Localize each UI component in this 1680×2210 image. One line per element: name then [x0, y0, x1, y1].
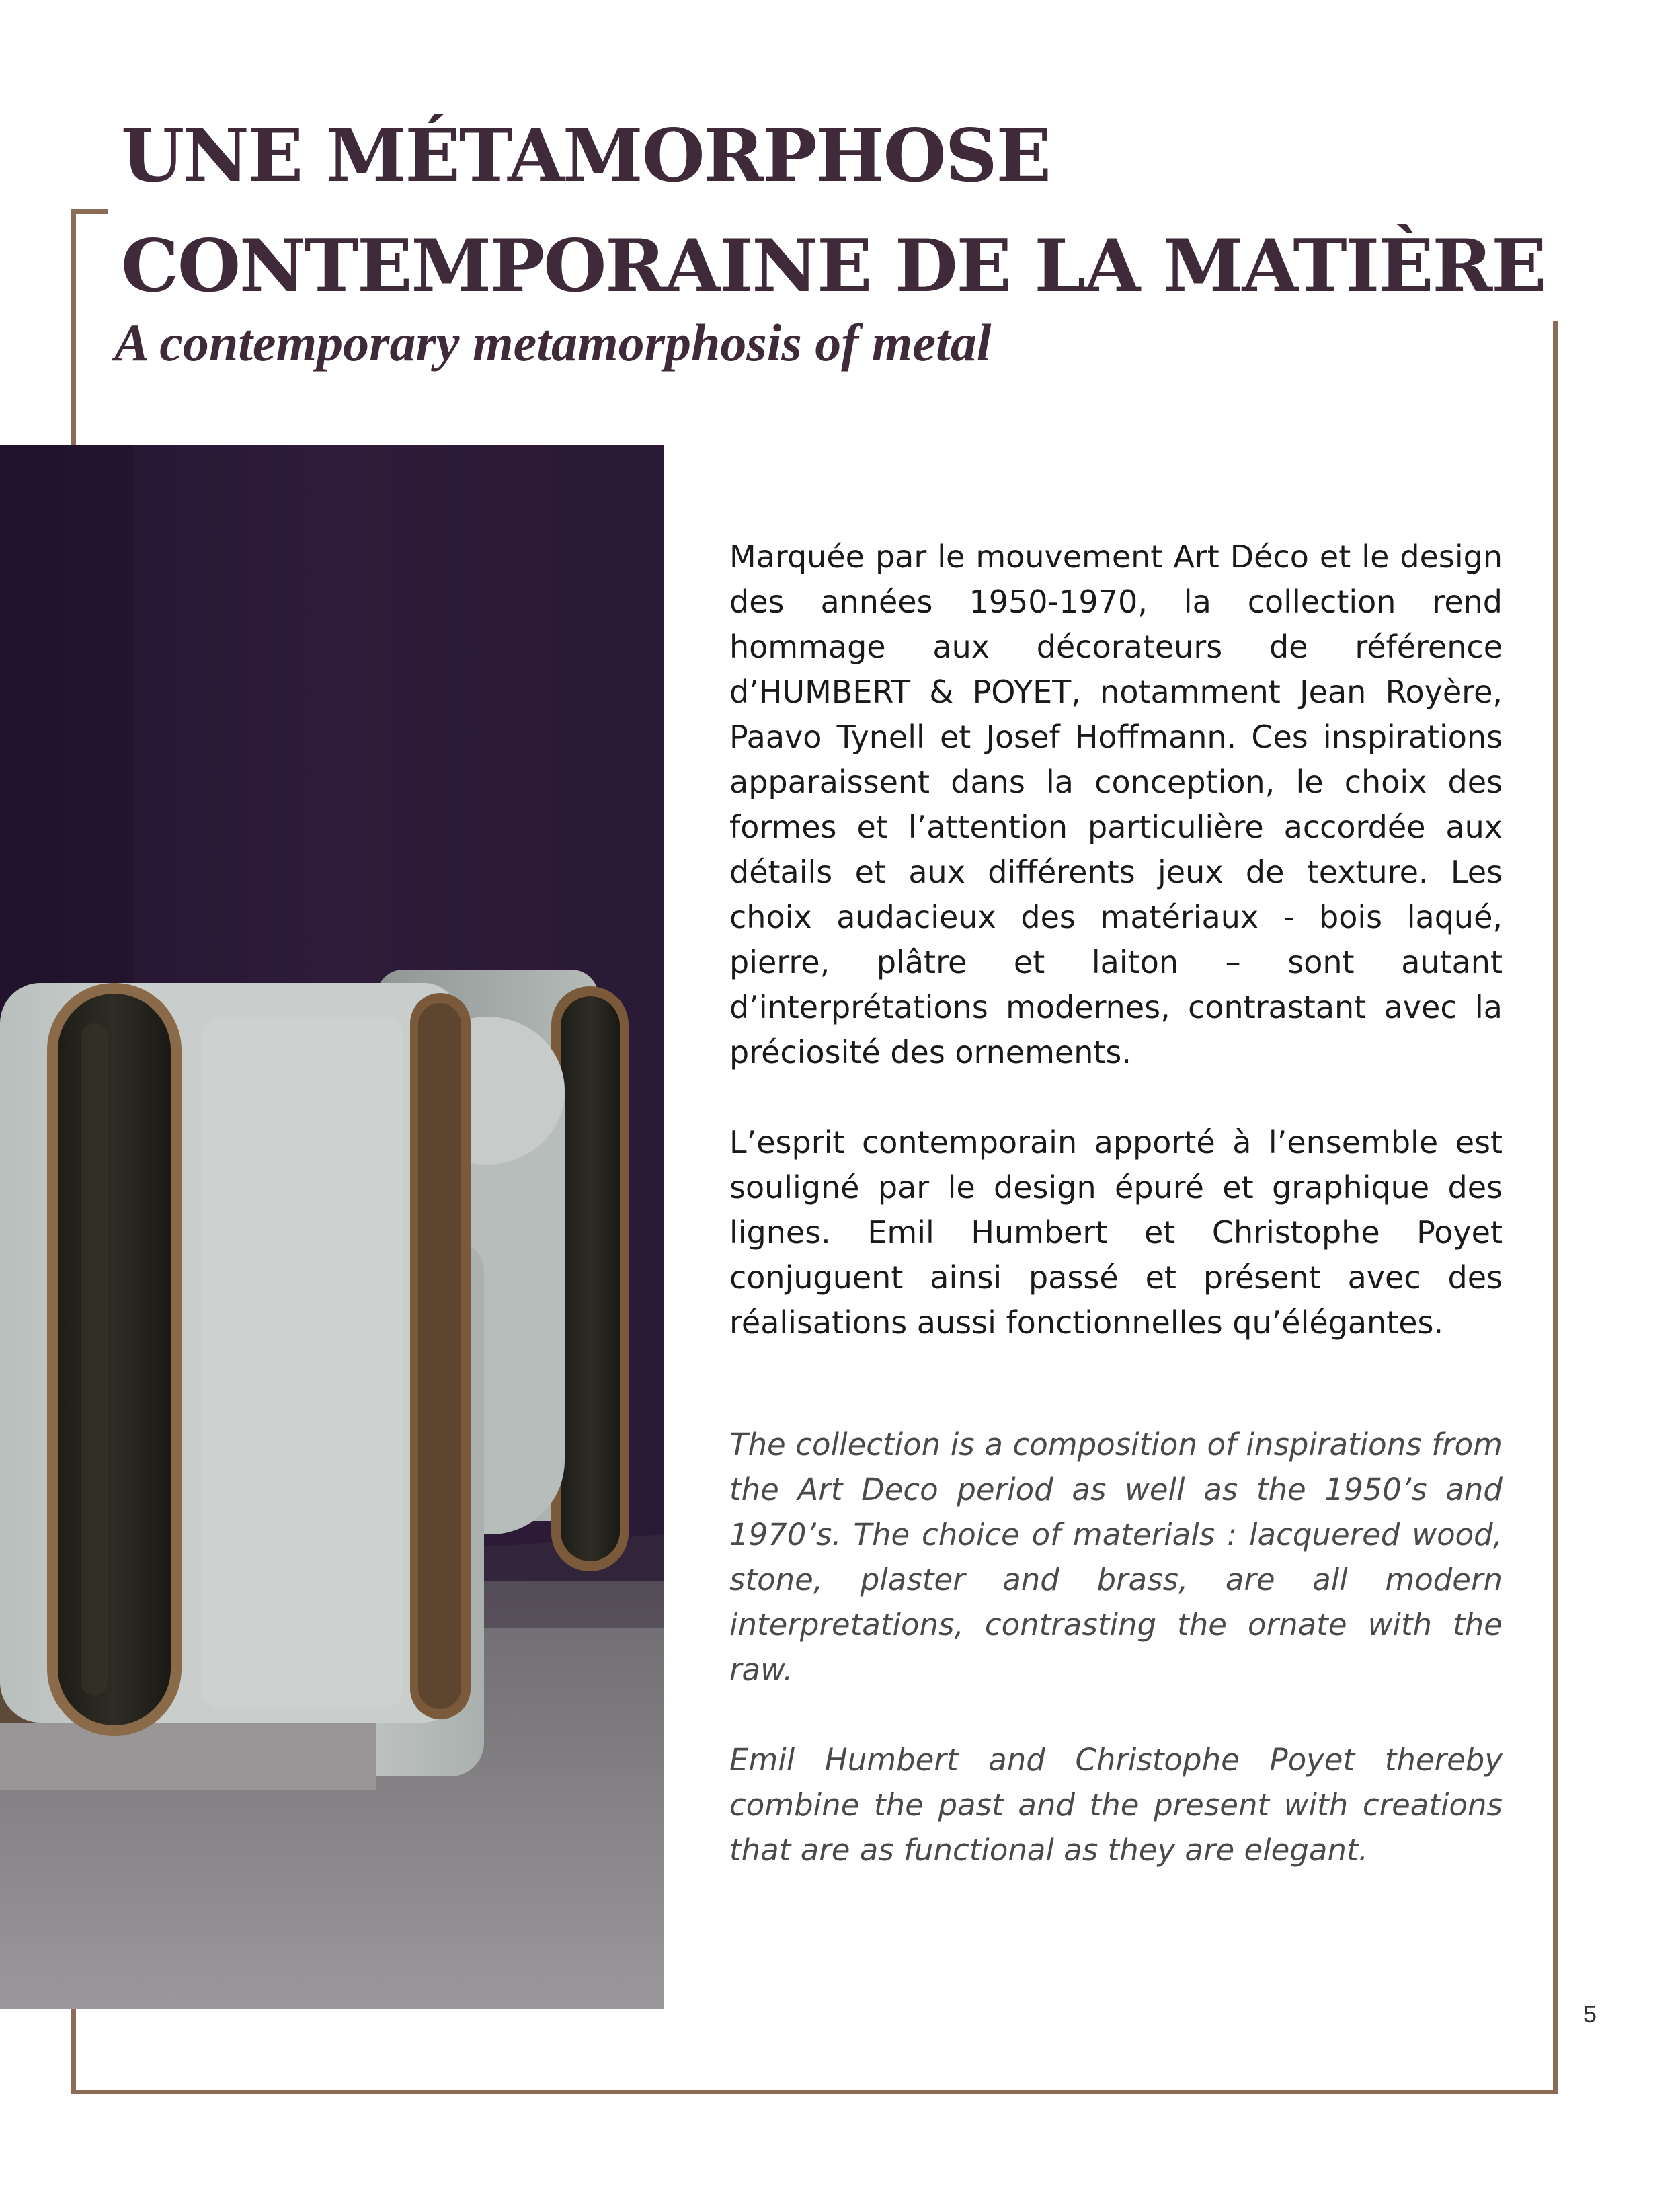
english-paragraph-1: The collection is a composition of inspirations from the Art Deco period as well as the 1950’s and 1970’s. The choice of materials : lacquered wood, stone, plaster and brass, are all modern interpretations, contrasting the ornate with the raw.	[729, 1427, 1503, 1688]
french-paragraph-2: L’esprit contemporain apporté à l’ensemble est souligné par le design épuré et graphique des lignes. Emil Humbert et Christophe Poyet conjuguent ainsi passé et présent avec des réalisations aussi fonctionnelles qu’élégantes.	[729, 1124, 1503, 1341]
title-line-1: UNE MÉTAMORPHOSE	[121, 114, 1050, 198]
armchair-photo	[0, 445, 664, 2009]
title-line-2: CONTEMPORAINE DE LA MATIÈRE	[121, 224, 1546, 309]
page-subtitle: A contemporary metamorphosis of metal	[114, 313, 992, 372]
english-body-text	[729, 1422, 1503, 1918]
french-body-text	[729, 535, 1503, 1390]
page-number: 5	[1583, 2000, 1597, 2028]
page-title	[108, 101, 1566, 321]
english-paragraph-2: Emil Humbert and Christophe Poyet thereby combine the past and the present with creations that are as functional as they are elegant.	[729, 1742, 1503, 1868]
french-paragraph-1: Marquée par le mouvement Art Déco et le design des années 1950-1970, la collection rend hommage aux décorateurs de référence d’HUMBERT & POYET, notamment Jean Royère, Paavo Tynell et Josef Hoffmann. Ces inspirations apparaissent dans la conception, le choix des formes et l’attention particulière accordée aux détails et aux différents jeux de texture. Les choix audacieux des matériaux - bois laqué, pierre, plâtre et laiton – sont autant d’interprétations modernes, contrastant avec la préciosité des ornements.	[729, 539, 1503, 1070]
